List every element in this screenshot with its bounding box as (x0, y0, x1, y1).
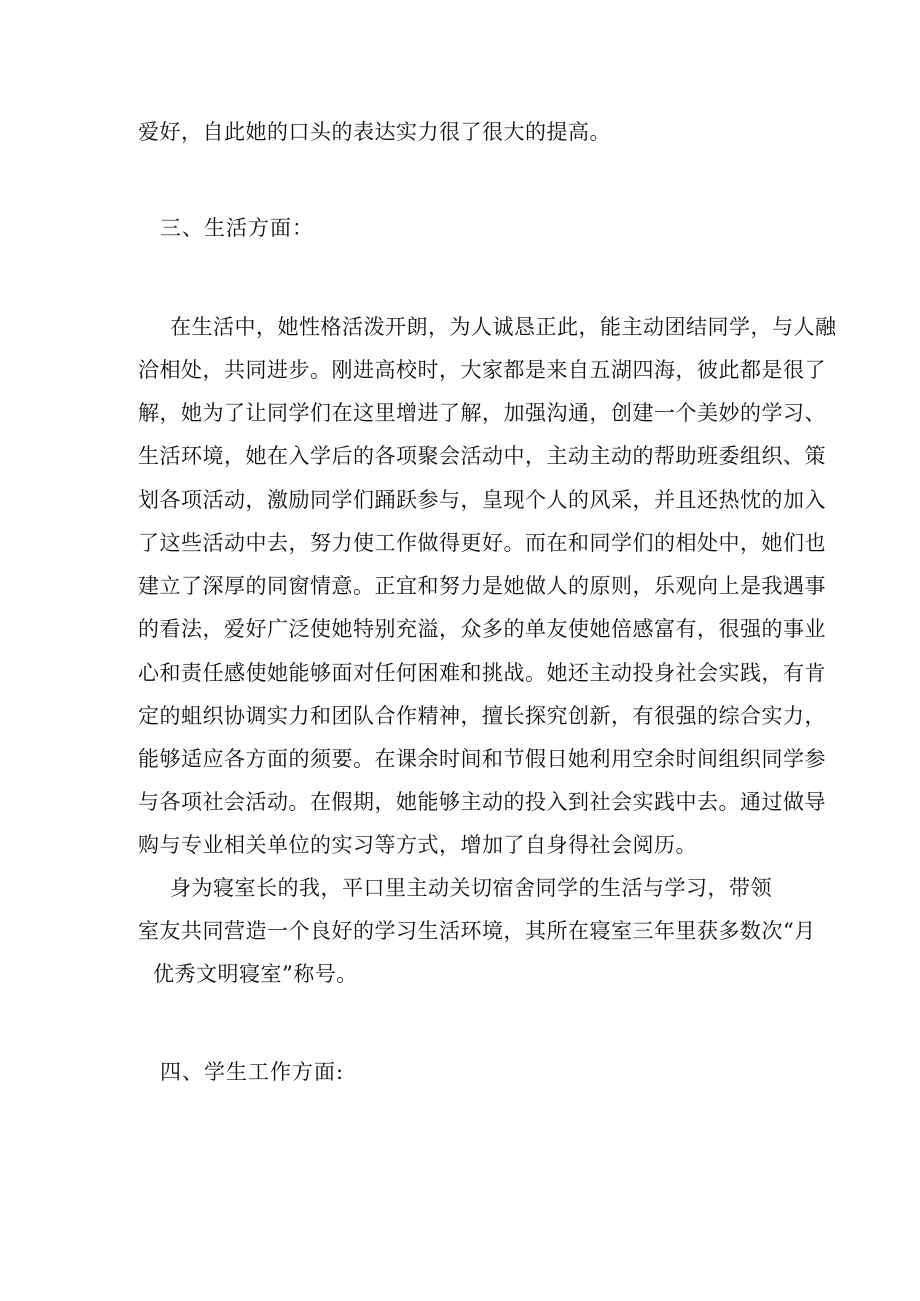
section-3-paragraph-1-line-8: 的看法，爱好广泛使她特别充溢，众多的单友使她倍感富有，很强的事业 (138, 617, 826, 641)
section-3-paragraph-1-line-5: 划各项活动，激励同学们踊跃参与，皇现个人的风采，并且还热忱的加入 (138, 488, 826, 512)
section-3-paragraph-2-line-3: 优秀文明寝室”称号。 (153, 962, 358, 986)
section-3-paragraph-2-line-2: 室友共同营造一个良好的学习生活环境，其所在寝室三年里获多数次“月 (138, 919, 816, 943)
section-3-paragraph-1-line-4: 生活环境，她在入学后的各项聚会活动中，主动主动的帮助班委组织、策 (138, 444, 826, 468)
section-4-heading: 四、学生工作方面: (160, 1060, 345, 1084)
section-3-paragraph-1-line-13: 购与专业相关单位的实习等方式，增加了自身得社会阅历。 (138, 833, 697, 857)
section-3-paragraph-1-line-1: 在生活中，她性格活泼开朗，为人诚恳正此，能主动团结同学，与人融 (170, 315, 837, 339)
section-3-heading: 三、生活方面： (160, 216, 314, 240)
section-3-paragraph-1-line-9: 心和责任感使她能够面对任何困难和挑战。她还主动投身社会实践，有肯 (138, 661, 826, 685)
section-3-paragraph-1-line-2: 洽相处，共同进步。刚进高校时，大家都是来自五湖四海，彼此都是很了 (138, 358, 826, 382)
section-3-paragraph-1-line-10: 定的蛆织协调实力和团队合作精神，擅长探究创新，有很强的综合实力， (138, 704, 826, 728)
section-3-paragraph-1-line-7: 建立了深厚的同窗情意。正宜和努力是她做人的原则，乐观向上是我遇事 (138, 574, 826, 598)
section-3-paragraph-1-line-11: 能够适应各方面的须要。在课余时间和节假日她利用空余时间组织同学参 (138, 747, 826, 771)
section-3-paragraph-2-line-1: 身为寝室长的我，平口里主动关切宿舍同学的生活与学习，带领 (170, 876, 772, 900)
section-3-paragraph-1-line-12: 与各项社会活动。在假期，她能够主动的投入到社会实践中去。通过做导 (138, 790, 826, 814)
section-3-paragraph-1-line-3: 解，她为了让同学们在这里增进了解，加强沟通，创建一个美妙的学习、 (138, 401, 826, 425)
intro-tail-line: 爱好，自此她的口头的表达实力很了很大的提高。 (138, 120, 611, 144)
section-3-paragraph-1-line-6: 了这些活动中去，努力使工作做得更好。而在和同学们的相处中，她们也 (138, 531, 826, 555)
